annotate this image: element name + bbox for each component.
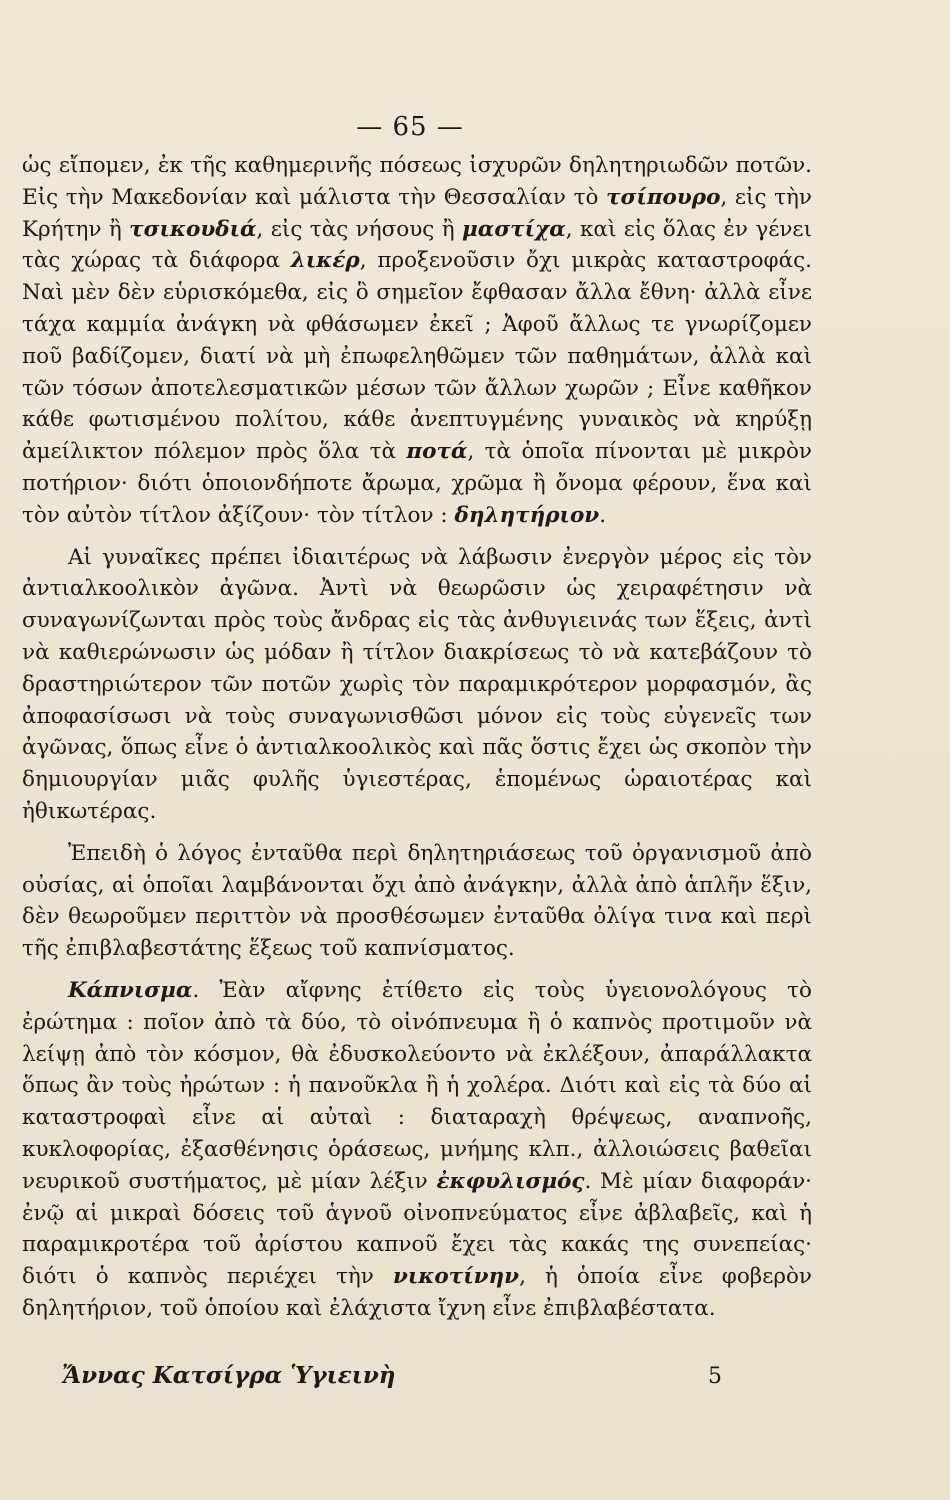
- text-run: , ἡ ὁποία εἶνε φοβερὸν δηλητήριον, τοῦ ὁποίου καὶ ἐλάχιστα ἴχνη εἶνε ἐπιβλαβέστατα.: [22, 1264, 812, 1321]
- paragraph-4: [22, 975, 812, 1325]
- paragraph-2: [22, 542, 812, 828]
- page-number: — 65 —: [356, 112, 464, 142]
- signature-mark: 5: [708, 1364, 722, 1389]
- text-run: Αἱ γυναῖκες πρέπει ἰδιαιτέρως νὰ λάβωσιν ἐνεργὸν μέρος εἰς τὸν ἀντιαλκοολικὸν ἀγῶνα. Ἀντὶ νὰ θεωρῶσιν ὡς χειραφέτησιν νὰ συναγωνίζωνται πρὸς τοὺς ἄνδρας εἰς τὰς ἀνθυγιεινάς των ἕξεις, ἀντὶ νὰ καθιερώνωσιν ὡς μόδαν ἢ τίτλον διακρίσεως τὸ νὰ κατεβάζουν τὸ δραστηριώτερον τῶν ποτῶν χωρὶς τὸν παραμικρότερον μορφασμόν, ἂς ἀποφασίσωσι νὰ τοὺς συναγωνισθῶσι μόνον εἰς τοὺς εὐγενεῖς των ἀγῶνας, ὅπως εἶνε ὁ ἀντιαλκοολικὸς καὶ πᾶς ὅστις ἔχει ὡς σκοπὸν τὴν δημιουργίαν μιᾶς φυλῆς ὑγιεστέρας, ἑπομένως ὡραιοτέρας καὶ ἠθικωτέρας.: [22, 544, 812, 824]
- text-run: , καὶ εἰς ὅλας ἐν γένει τὰς χώρας τὰ διάφορα: [22, 216, 812, 274]
- emphasized-term: τσίπουρο: [606, 184, 721, 210]
- text-run: . Ἐὰν αἴφνης ἐτίθετο εἰς τοὺς ὑγειονολόγους τὸ ἐρώτημα : ποῖον ἀπὸ τὰ δύο, τὸ οἰνόπνευμα ἢ ὁ καπνὸς προτιμοῦν νὰ λείψῃ ἀπὸ τὸν κόσμον, θὰ ἐδυσκολεύοντο νὰ ἐκλέξουν, ἀπαράλλακτα ὅπως ἂν τοὺς ἠρώτων : ἡ πανοῦκλα ἢ ἡ χολέρα. Διότι καὶ εἰς τὰ δύο αἱ καταστροφαὶ εἶνε αἱ αὐταὶ : διαταραχὴ θρέψεως, αναπνοῆς, κυκλοφορίας, ἐξασθένησις ὁράσεως, μνήμης κλπ., ἀλλοιώσεις βαθεῖαι νευρικοῦ συστήματος, μὲ μίαν λέξιν: [22, 977, 812, 1194]
- emphasized-term: λικέρ: [290, 248, 360, 274]
- emphasized-term: δηλητήριον: [454, 502, 600, 528]
- text-run: , εἰς τὰς νήσους ἢ: [256, 216, 463, 242]
- text-run: ὡς εἴπομεν, ἐκ τῆς καθημερινῆς πόσεως ἰσχυρῶν δηλητηριωδῶν ποτῶν. Εἰς τὴν Μακεδονίαν καὶ μάλιστα τὴν Θεσσαλίαν τὸ: [22, 153, 812, 210]
- page-footer: [62, 1362, 722, 1389]
- text-run: .: [599, 502, 607, 528]
- text-run: , εἰς τὴν Κρήτην ἢ: [22, 184, 812, 242]
- text-run: , προξενοῦσιν ὄχι μικρὰς καταστροφάς. Ναὶ μὲν δὲν εὑρισκόμεθα, εἰς ὃ σημεῖον ἔφθασαν ἄλλα ἔθνη· ἀλλὰ εἶνε τάχα καμμία ἀνάγκη νὰ φθάσωμεν ἐκεῖ ; Ἀφοῦ ἄλλως τε γνωρίζομεν ποῦ βαδίζομεν, διατί νὰ μὴ ἐπωφεληθῶμεν τῶν παθημάτων, ἀλλὰ καὶ τῶν τόσων ἀποτελεσματικῶν μέσων τῶν ἄλλων χωρῶν ; Εἶνε καθῆκον κάθε φωτισμένου πολίτου, κάθε ἀνεπτυγμένης γυναικὸς νὰ κηρύξῃ ἀμείλικτον πόλεμον πρὸς ὅλα τὰ: [22, 248, 812, 465]
- book-signature: Ἄννας Κατσίγρα Ὑγιεινὴ: [62, 1362, 396, 1389]
- emphasized-term: μαστίχα: [462, 216, 566, 242]
- text-run: Ἐπειδὴ ὁ λόγος ἐνταῦθα περὶ δηλητηριάσεως τοῦ ὀργανισμοῦ ἀπὸ οὐσίας, αἱ ὁποῖαι λαμβάνονται ὄχι ἀπὸ ἀνάγκην, ἀλλὰ ἀπὸ ἁπλῆν ἕξιν, δὲν θεωροῦμεν περιττὸν νὰ προσθέσωμεν ἐνταῦθα ὀλίγα τινα καὶ περὶ τῆς ἐπιβλαβεστάτης ἕξεως τοῦ καπνίσματος.: [22, 840, 812, 962]
- body-text: [22, 150, 812, 1325]
- paragraph-1: [22, 150, 812, 532]
- text-run: . Μὲ μίαν διαφοράν· ἐνῷ αἱ μικραὶ δόσεις τοῦ ἁγνοῦ οἰνοπνεύματος εἶνε ἀβλαβεῖς, καὶ ἡ παραμικροτέρα τοῦ ἀρίστου καπνοῦ ἔχει τὰς κακάς της συνεπείας· διότι ὁ καπνὸς περιέχει τὴν: [22, 1168, 813, 1290]
- paragraph-3: [22, 838, 812, 965]
- emphasized-term: ἐκφυλισμός: [436, 1168, 585, 1194]
- text-run: , τὰ ὁποῖα πίνονται μὲ μικρὸν ποτήριον· διότι ὁποιονδήποτε ἄρωμα, χρῶμα ἢ ὄνομα φέρουν, ἕνα καὶ τὸν αὐτὸν τίτλον ἀξίζουν· τὸν τίτλον :: [22, 439, 812, 528]
- emphasized-term: ποτά: [406, 439, 468, 465]
- emphasized-term: Κάπνισμα: [68, 977, 193, 1003]
- emphasized-term: νικοτίνην: [392, 1264, 520, 1290]
- emphasized-term: τσικουδιά: [129, 216, 257, 242]
